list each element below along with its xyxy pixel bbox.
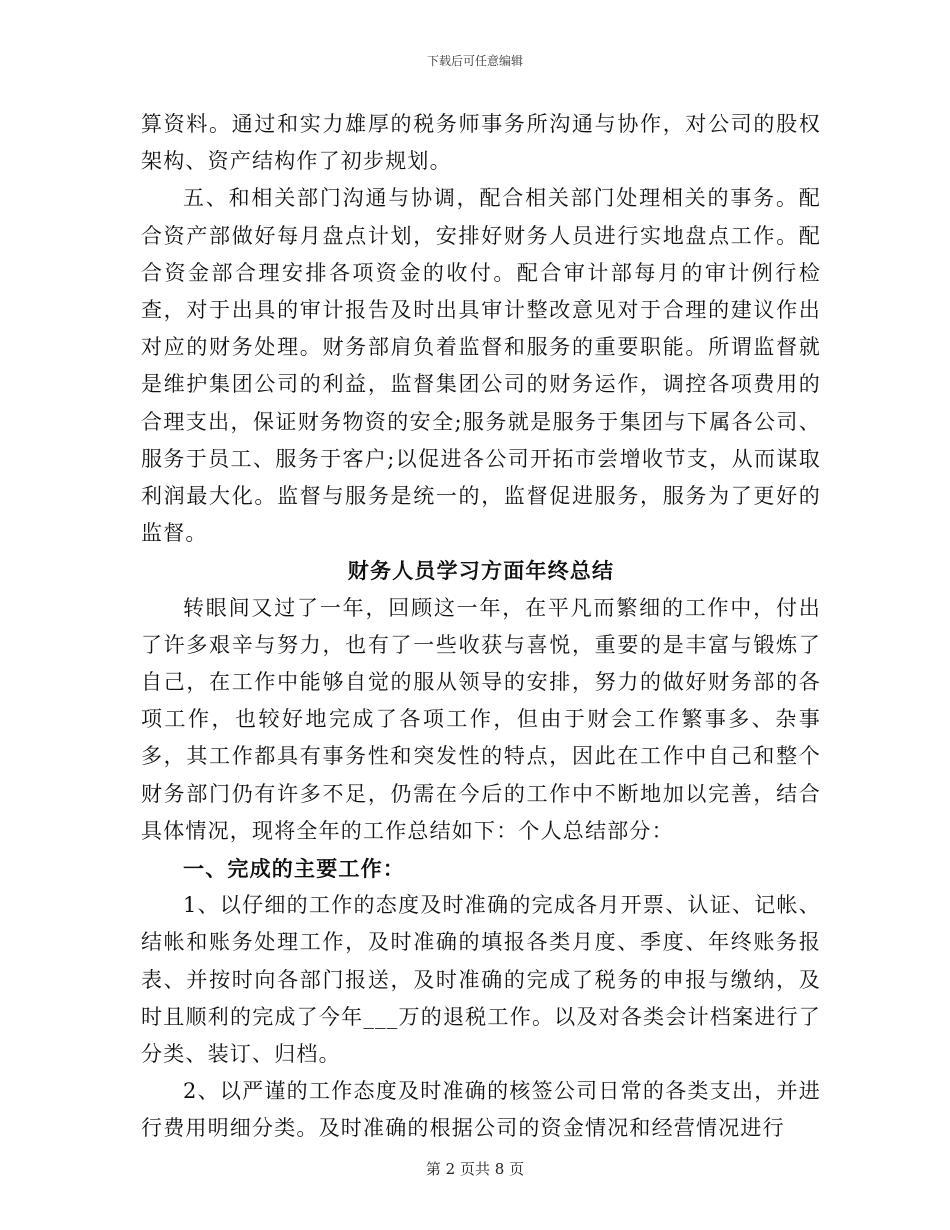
paragraph-item-2: 2、以严谨的工作态度及时准确的核签公司日常的各类支出，并进行费用明细分类。及时准确的根据公司的资金情况和经营情况进行 bbox=[141, 1079, 821, 1141]
page-header: 下载后可任意编辑 bbox=[426, 54, 523, 68]
paragraph-continuation: 算资料。通过和实力雄厚的税务师事务所沟通与协作，对公司的股权架构、资产结构作了初步规划。 bbox=[141, 112, 821, 174]
section-title: 财务人员学习方面年终总结 bbox=[347, 558, 615, 584]
paragraph-item-1: 1、以仔细的工作的态度及时准确的完成各月开票、认证、记帐、结帐和账务处理工作，及时准确的填报各类月度、季度、年终账务报表、并按时向各部门报送，及时准确的完成了税务的申报与缴纳，及时且顺利的完成了今年___万的退税工作。以及对各类会计档案进行了分类、装订、归档。 bbox=[141, 893, 821, 1067]
paragraph-intro: 转眼间又过了一年，回顾这一年，在平凡而繁细的工作中，付出了许多艰辛与努力，也有了一些收获与喜悦，重要的是丰富与锻炼了自己，在工作中能够自觉的服从领导的安排，努力的做好财务部的各项工作，也较好地完成了各项工作，但由于财会工作繁事多、杂事多，其工作都具有事务性和突发性的特点，因此在工作中自己和整个财务部门仍有许多不足，仍需在今后的工作中不断地加以完善，结合具体情况，现将全年的工作总结如下：个人总结部分： bbox=[141, 595, 821, 843]
document-body bbox=[141, 106, 821, 1148]
page-footer: 第 2 页共 8 页 bbox=[425, 1160, 525, 1178]
paragraph-section-five: 五、和相关部门沟通与协调，配合相关部门处理相关的事务。配合资产部做好每月盘点计划，安排好财务人员进行实地盘点工作。配合资金部合理安排各项资金的收付。配合审计部每月的审计例行检查，对于出具的审计报告及时出具审计整改意见对于合理的建议作出对应的财务处理。财务部肩负着监督和服务的重要职能。所谓监督就是维护集团公司的利益，监督集团公司的财务运作，调控各项费用的合理支出，保证财务物资的安全;服务就是服务于集团与下属各公司、服务于员工、服务于客户;以促进各公司开拓市尝增收节支，从而谋取利润最大化。监督与服务是统一的，监督促进服务，服务为了更好的监督。 bbox=[141, 186, 821, 546]
subheading-main-work: 一、完成的主要工作： bbox=[183, 856, 405, 882]
